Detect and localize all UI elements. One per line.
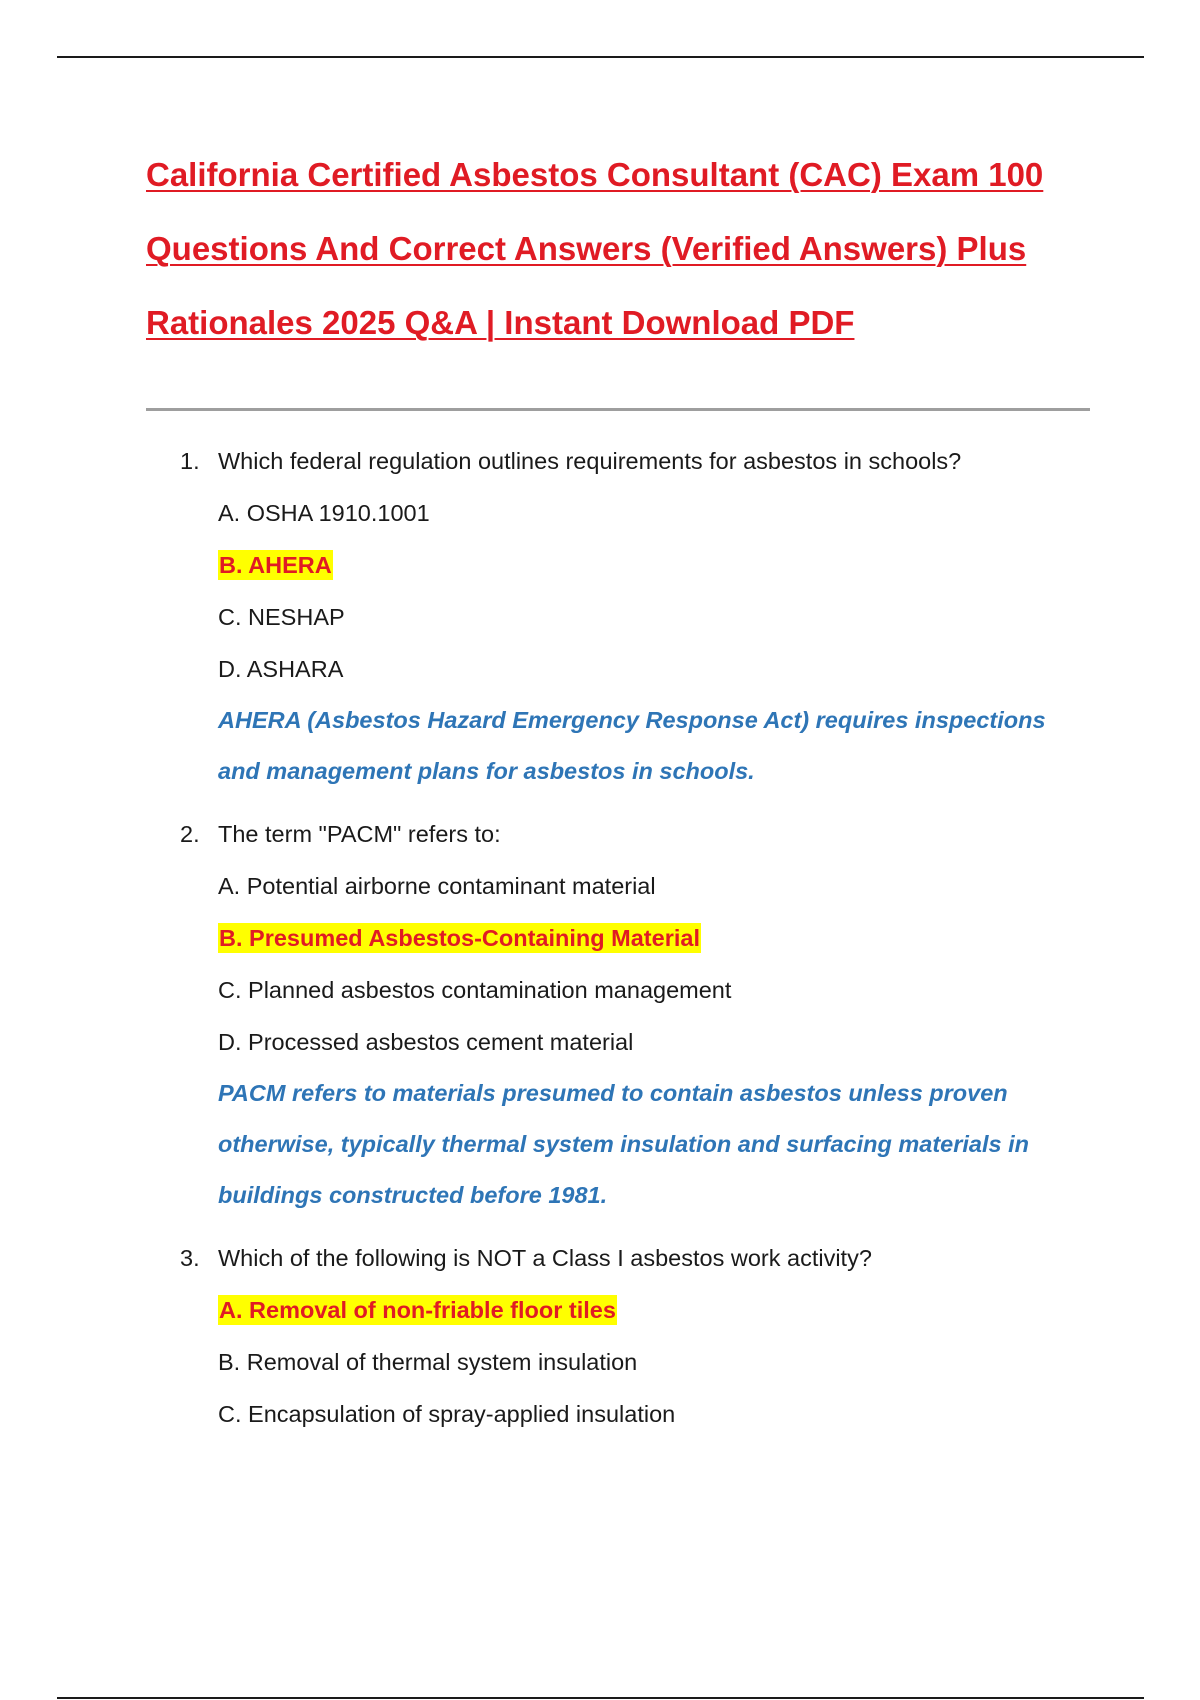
correct-answer-option: A. Removal of non-friable floor tiles (219, 1297, 616, 1323)
question-2 (180, 809, 1100, 1221)
answer-option: B. Removal of thermal system insulation (218, 1349, 638, 1375)
answer-option: C. NESHAP (218, 604, 345, 630)
correct-answer-option: B. AHERA (219, 552, 332, 578)
rationale-line: AHERA (Asbestos Hazard Emergency Response Act) requires inspections (218, 707, 1046, 733)
rationale-line: PACM refers to materials presumed to contain asbestos unless proven (218, 1080, 1008, 1106)
rationale (218, 695, 1100, 797)
question-number: 1. (180, 448, 200, 474)
answer-option: D. Processed asbestos cement material (218, 1029, 634, 1055)
section-divider (146, 408, 1090, 411)
title-line: California Certified Asbestos Consultant (CAC) Exam 100 (146, 156, 1044, 193)
title-line: Questions And Correct Answers (Verified Answers) Plus (146, 230, 1027, 267)
answer-option: D. ASHARA (218, 656, 344, 682)
question-3 (180, 1233, 1100, 1440)
answer-option: C. Planned asbestos contamination management (218, 977, 732, 1003)
answer-options (218, 1284, 1100, 1440)
question-number: 2. (180, 821, 200, 847)
rationale-line: buildings constructed before 1981. (218, 1182, 608, 1208)
question-text: Which of the following is NOT a Class I asbestos work activity? (218, 1245, 872, 1271)
question-text: Which federal regulation outlines requirements for asbestos in schools? (218, 448, 962, 474)
question-text: The term "PACM" refers to: (218, 821, 501, 847)
rationale-line: otherwise, typically thermal system insulation and surfacing materials in (218, 1131, 1030, 1157)
answer-option: A. OSHA 1910.1001 (218, 500, 430, 526)
title-line: Rationales 2025 Q&A | Instant Download PDF (146, 304, 855, 341)
rationale-line: and management plans for asbestos in schools. (218, 758, 755, 784)
question-1 (180, 436, 1100, 797)
answer-options (218, 860, 1100, 1068)
answer-options (218, 487, 1100, 695)
answer-option: A. Potential airborne contaminant material (218, 873, 656, 899)
top-rule (57, 56, 1144, 58)
answer-option: C. Encapsulation of spray-applied insulation (218, 1401, 676, 1427)
question-number: 3. (180, 1245, 200, 1271)
document-title (146, 138, 1106, 360)
bottom-rule (57, 1697, 1144, 1699)
correct-answer-option: B. Presumed Asbestos-Containing Material (219, 925, 700, 951)
question-list (180, 436, 1100, 1452)
rationale (218, 1068, 1100, 1221)
